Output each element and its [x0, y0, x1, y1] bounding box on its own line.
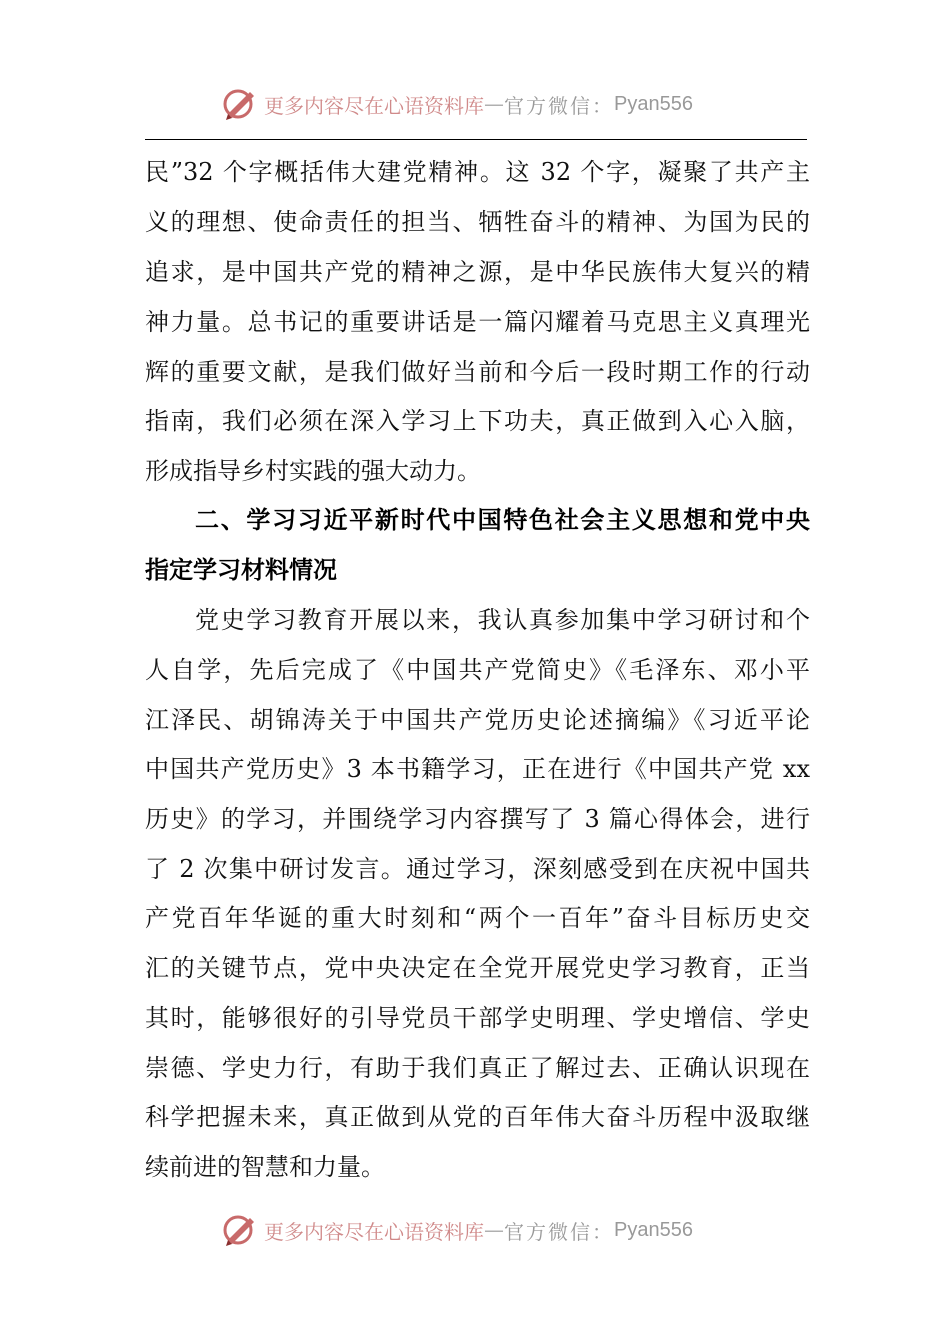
- official-label: 官方微信：: [504, 93, 614, 118]
- para2-line: 汇的关键节点，党中央决定在全党开展党史学习教育，正当: [145, 954, 810, 982]
- para1-line: 形成指导乡村实践的强大动力。: [145, 457, 481, 485]
- para2-line: 人自学，先后完成了《中国共产党简史》《毛泽东、邓小平: [145, 656, 810, 684]
- section-heading: 二、学习习近平新时代中国特色社会主义思想和党中央: [195, 506, 810, 534]
- header-divider: [145, 139, 807, 140]
- para2-line: 科学把握未来，真正做到从党的百年伟大奋斗历程中汲取继: [145, 1103, 810, 1131]
- para1-line: 义的理想、使命责任的担当、牺牲奋斗的精神、为国为民的: [145, 208, 810, 236]
- para2-line: 江泽民、胡锦涛关于中国共产党历史论述摘编》《习近平论: [145, 706, 810, 734]
- watermark-text: 更多内容尽在心语资料库: [264, 93, 484, 118]
- watermark-dash: —: [484, 92, 504, 116]
- para1-line: 辉的重要文献，是我们做好当前和今后一段时期工作的行动: [145, 358, 810, 386]
- watermark-dash: —: [484, 1218, 504, 1242]
- pen-logo-icon: [220, 1210, 260, 1250]
- pen-logo-icon: [220, 84, 260, 124]
- para2-line: 产党百年华诞的重大时刻和“两个一百年”奋斗目标历史交: [145, 904, 810, 932]
- wechat-id: Pyan556: [614, 1218, 693, 1241]
- para1-line: 指南，我们必须在深入学习上下功夫，真正做到入心入脑，: [145, 407, 810, 435]
- para2-line: 其时，能够很好的引导党员干部学史明理、学史增信、学史: [145, 1004, 810, 1032]
- section-heading: 指定学习材料情况: [145, 556, 337, 584]
- para2-line: 党史学习教育开展以来，我认真参加集中学习研讨和个: [195, 606, 810, 634]
- official-label: 官方微信：: [504, 1219, 614, 1244]
- header-watermark: [220, 82, 740, 126]
- para2-line: 中国共产党历史》3 本书籍学习，正在进行《中国共产党 xx: [145, 755, 810, 783]
- wechat-id: Pyan556: [614, 92, 693, 115]
- footer-watermark: [220, 1208, 740, 1252]
- para1-line: 民”32 个字概括伟大建党精神。这 32 个字，凝聚了共产主: [145, 158, 810, 186]
- para1-line: 追求，是中国共产党的精神之源，是中华民族伟大复兴的精: [145, 258, 810, 286]
- para1-line: 神力量。总书记的重要讲话是一篇闪耀着马克思主义真理光: [145, 308, 810, 336]
- para2-line: 崇德、学史力行，有助于我们真正了解过去、正确认识现在: [145, 1054, 810, 1082]
- para2-line: 历史》的学习，并围绕学习内容撰写了 3 篇心得体会，进行: [145, 805, 810, 833]
- para2-line: 续前进的智慧和力量。: [145, 1153, 385, 1181]
- watermark-text: 更多内容尽在心语资料库: [264, 1219, 484, 1244]
- para2-line: 了 2 次集中研讨发言。通过学习，深刻感受到在庆祝中国共: [145, 855, 810, 883]
